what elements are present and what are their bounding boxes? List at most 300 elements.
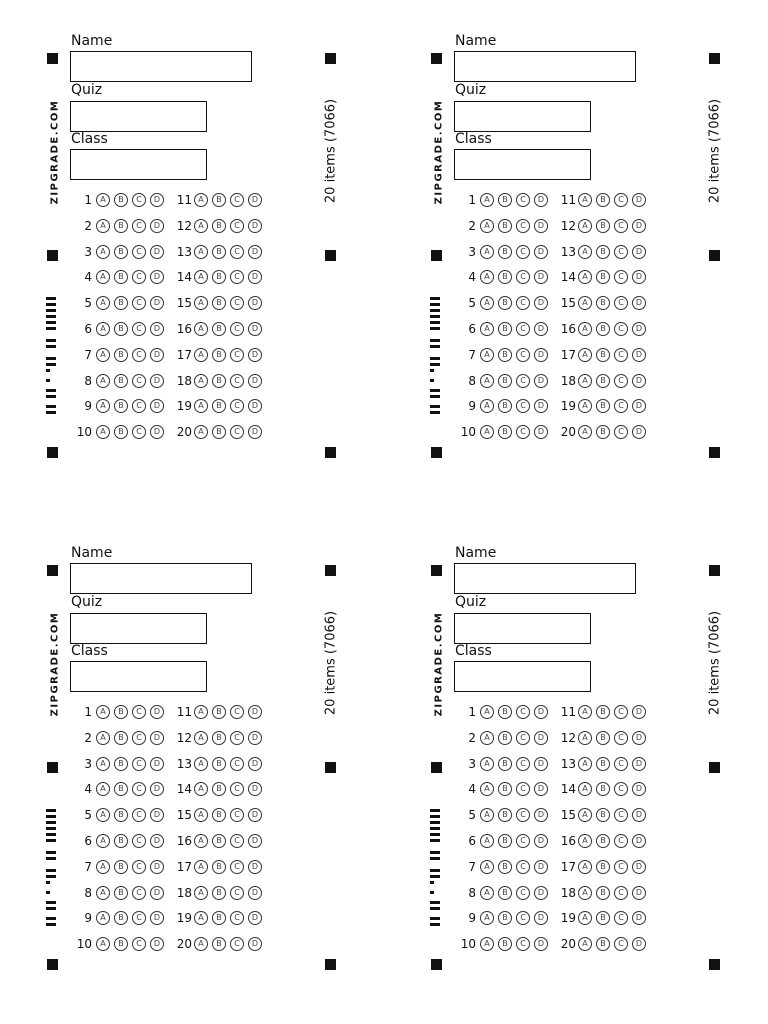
answer-bubble[interactable]: B [596, 911, 610, 925]
answer-bubble[interactable]: A [194, 911, 208, 925]
answer-bubble[interactable]: B [596, 808, 610, 822]
answer-bubble[interactable]: C [132, 245, 146, 259]
name-field[interactable] [454, 51, 636, 82]
answer-bubble[interactable]: C [614, 296, 628, 310]
answer-bubble[interactable]: A [480, 425, 494, 439]
answer-bubble[interactable]: B [498, 374, 512, 388]
answer-bubble[interactable]: C [230, 834, 244, 848]
answer-bubble[interactable]: C [132, 808, 146, 822]
answer-bubble[interactable]: C [614, 245, 628, 259]
answer-bubble[interactable]: C [230, 911, 244, 925]
answer-bubble[interactable]: B [114, 911, 128, 925]
answer-bubble[interactable]: A [480, 270, 494, 284]
answer-bubble[interactable]: B [114, 245, 128, 259]
answer-bubble[interactable]: C [132, 886, 146, 900]
answer-bubble[interactable]: B [114, 374, 128, 388]
answer-bubble[interactable]: A [194, 348, 208, 362]
answer-bubble[interactable]: A [96, 399, 110, 413]
answer-bubble[interactable]: B [114, 782, 128, 796]
answer-bubble[interactable]: D [534, 193, 548, 207]
answer-bubble[interactable]: C [230, 705, 244, 719]
answer-bubble[interactable]: D [248, 296, 262, 310]
answer-bubble[interactable]: D [534, 808, 548, 822]
answer-bubble[interactable]: C [516, 834, 530, 848]
answer-bubble[interactable]: B [596, 860, 610, 874]
answer-bubble[interactable]: C [132, 834, 146, 848]
answer-bubble[interactable]: D [632, 270, 646, 284]
answer-bubble[interactable]: A [194, 425, 208, 439]
answer-bubble[interactable]: B [498, 348, 512, 362]
answer-bubble[interactable]: D [150, 937, 164, 951]
class-field[interactable] [454, 149, 591, 180]
answer-bubble[interactable]: C [614, 270, 628, 284]
answer-bubble[interactable]: D [150, 348, 164, 362]
answer-bubble[interactable]: D [150, 782, 164, 796]
answer-bubble[interactable]: C [614, 886, 628, 900]
answer-bubble[interactable]: B [114, 937, 128, 951]
answer-bubble[interactable]: A [194, 782, 208, 796]
answer-bubble[interactable]: D [248, 399, 262, 413]
answer-bubble[interactable]: A [194, 834, 208, 848]
answer-bubble[interactable]: A [194, 731, 208, 745]
answer-bubble[interactable]: C [132, 374, 146, 388]
answer-bubble[interactable]: D [632, 886, 646, 900]
answer-bubble[interactable]: D [534, 322, 548, 336]
answer-bubble[interactable]: A [578, 245, 592, 259]
answer-bubble[interactable]: B [114, 348, 128, 362]
answer-bubble[interactable]: B [596, 834, 610, 848]
answer-bubble[interactable]: C [614, 193, 628, 207]
answer-bubble[interactable]: D [248, 219, 262, 233]
answer-bubble[interactable]: B [498, 322, 512, 336]
answer-bubble[interactable]: D [150, 834, 164, 848]
answer-bubble[interactable]: B [114, 425, 128, 439]
quiz-field[interactable] [70, 613, 207, 644]
answer-bubble[interactable]: A [480, 705, 494, 719]
answer-bubble[interactable]: B [114, 296, 128, 310]
answer-bubble[interactable]: A [578, 270, 592, 284]
answer-bubble[interactable]: B [114, 705, 128, 719]
answer-bubble[interactable]: C [614, 348, 628, 362]
answer-bubble[interactable]: D [534, 425, 548, 439]
answer-bubble[interactable]: B [212, 860, 226, 874]
answer-bubble[interactable]: B [212, 705, 226, 719]
answer-bubble[interactable]: B [212, 731, 226, 745]
answer-bubble[interactable]: C [516, 399, 530, 413]
answer-bubble[interactable]: A [578, 399, 592, 413]
answer-bubble[interactable]: A [480, 860, 494, 874]
answer-bubble[interactable]: B [498, 731, 512, 745]
answer-bubble[interactable]: B [114, 270, 128, 284]
answer-bubble[interactable]: C [516, 322, 530, 336]
answer-bubble[interactable]: C [132, 296, 146, 310]
answer-bubble[interactable]: D [150, 911, 164, 925]
answer-bubble[interactable]: B [212, 425, 226, 439]
answer-bubble[interactable]: D [150, 808, 164, 822]
answer-bubble[interactable]: A [194, 886, 208, 900]
answer-bubble[interactable]: C [614, 705, 628, 719]
answer-bubble[interactable]: C [230, 348, 244, 362]
answer-bubble[interactable]: C [132, 860, 146, 874]
answer-bubble[interactable]: D [632, 911, 646, 925]
answer-bubble[interactable]: D [534, 245, 548, 259]
answer-bubble[interactable]: A [194, 705, 208, 719]
answer-bubble[interactable]: C [230, 219, 244, 233]
answer-bubble[interactable]: B [212, 911, 226, 925]
answer-bubble[interactable]: A [96, 374, 110, 388]
answer-bubble[interactable]: B [498, 808, 512, 822]
answer-bubble[interactable]: D [150, 886, 164, 900]
answer-bubble[interactable]: B [596, 782, 610, 796]
answer-bubble[interactable]: A [96, 425, 110, 439]
answer-bubble[interactable]: D [534, 705, 548, 719]
answer-bubble[interactable]: A [96, 348, 110, 362]
answer-bubble[interactable]: C [614, 937, 628, 951]
answer-bubble[interactable]: C [230, 322, 244, 336]
answer-bubble[interactable]: D [248, 270, 262, 284]
answer-bubble[interactable]: C [132, 937, 146, 951]
answer-bubble[interactable]: B [596, 245, 610, 259]
answer-bubble[interactable]: B [498, 705, 512, 719]
answer-bubble[interactable]: D [150, 705, 164, 719]
answer-bubble[interactable]: D [248, 757, 262, 771]
answer-bubble[interactable]: A [194, 245, 208, 259]
answer-bubble[interactable]: A [578, 219, 592, 233]
answer-bubble[interactable]: C [230, 296, 244, 310]
answer-bubble[interactable]: A [194, 296, 208, 310]
answer-bubble[interactable]: B [596, 731, 610, 745]
answer-bubble[interactable]: A [194, 757, 208, 771]
answer-bubble[interactable]: C [230, 808, 244, 822]
answer-bubble[interactable]: D [632, 705, 646, 719]
answer-bubble[interactable]: D [150, 731, 164, 745]
answer-bubble[interactable]: C [132, 782, 146, 796]
answer-bubble[interactable]: D [150, 374, 164, 388]
answer-bubble[interactable]: C [516, 860, 530, 874]
answer-bubble[interactable]: D [248, 348, 262, 362]
answer-bubble[interactable]: B [212, 219, 226, 233]
answer-bubble[interactable]: C [516, 270, 530, 284]
name-field[interactable] [70, 563, 252, 594]
answer-bubble[interactable]: D [150, 322, 164, 336]
answer-bubble[interactable]: B [498, 937, 512, 951]
answer-bubble[interactable]: B [114, 399, 128, 413]
answer-bubble[interactable]: D [150, 860, 164, 874]
answer-bubble[interactable]: D [150, 193, 164, 207]
answer-bubble[interactable]: A [194, 322, 208, 336]
answer-bubble[interactable]: D [632, 937, 646, 951]
answer-bubble[interactable]: A [578, 834, 592, 848]
answer-bubble[interactable]: C [614, 219, 628, 233]
answer-bubble[interactable]: D [632, 245, 646, 259]
answer-bubble[interactable]: C [516, 937, 530, 951]
answer-bubble[interactable]: A [96, 270, 110, 284]
answer-bubble[interactable]: B [114, 834, 128, 848]
answer-bubble[interactable]: A [578, 757, 592, 771]
answer-bubble[interactable]: D [150, 270, 164, 284]
answer-bubble[interactable]: A [480, 219, 494, 233]
answer-bubble[interactable]: C [132, 322, 146, 336]
answer-bubble[interactable]: B [212, 374, 226, 388]
answer-bubble[interactable]: A [96, 193, 110, 207]
answer-bubble[interactable]: C [614, 834, 628, 848]
answer-bubble[interactable]: A [96, 808, 110, 822]
quiz-field[interactable] [70, 101, 207, 132]
answer-bubble[interactable]: C [132, 270, 146, 284]
answer-bubble[interactable]: C [516, 705, 530, 719]
answer-bubble[interactable]: C [516, 782, 530, 796]
answer-bubble[interactable]: C [132, 757, 146, 771]
answer-bubble[interactable]: B [596, 399, 610, 413]
answer-bubble[interactable]: D [632, 757, 646, 771]
answer-bubble[interactable]: B [596, 886, 610, 900]
class-field[interactable] [70, 661, 207, 692]
answer-bubble[interactable]: C [516, 245, 530, 259]
answer-bubble[interactable]: D [632, 348, 646, 362]
answer-bubble[interactable]: B [596, 296, 610, 310]
answer-bubble[interactable]: D [534, 757, 548, 771]
answer-bubble[interactable]: A [480, 782, 494, 796]
answer-bubble[interactable]: D [248, 322, 262, 336]
answer-bubble[interactable]: B [498, 193, 512, 207]
answer-bubble[interactable]: A [578, 193, 592, 207]
answer-bubble[interactable]: D [534, 270, 548, 284]
answer-bubble[interactable]: B [498, 757, 512, 771]
answer-bubble[interactable]: C [614, 808, 628, 822]
answer-bubble[interactable]: B [212, 245, 226, 259]
answer-bubble[interactable]: B [596, 348, 610, 362]
answer-bubble[interactable]: D [534, 834, 548, 848]
answer-bubble[interactable]: A [194, 193, 208, 207]
answer-bubble[interactable]: A [96, 860, 110, 874]
answer-bubble[interactable]: D [534, 731, 548, 745]
answer-bubble[interactable]: C [132, 731, 146, 745]
answer-bubble[interactable]: D [632, 296, 646, 310]
answer-bubble[interactable]: B [596, 374, 610, 388]
answer-bubble[interactable]: D [534, 937, 548, 951]
answer-bubble[interactable]: B [212, 757, 226, 771]
answer-bubble[interactable]: A [480, 731, 494, 745]
answer-bubble[interactable]: D [534, 782, 548, 796]
answer-bubble[interactable]: D [534, 296, 548, 310]
answer-bubble[interactable]: A [96, 911, 110, 925]
answer-bubble[interactable]: A [480, 245, 494, 259]
answer-bubble[interactable]: D [534, 348, 548, 362]
answer-bubble[interactable]: A [578, 425, 592, 439]
answer-bubble[interactable]: C [230, 860, 244, 874]
answer-bubble[interactable]: B [212, 808, 226, 822]
answer-bubble[interactable]: C [614, 399, 628, 413]
answer-bubble[interactable]: B [596, 322, 610, 336]
answer-bubble[interactable]: A [96, 245, 110, 259]
answer-bubble[interactable]: D [632, 399, 646, 413]
answer-bubble[interactable]: B [212, 322, 226, 336]
answer-bubble[interactable]: D [150, 757, 164, 771]
answer-bubble[interactable]: C [230, 270, 244, 284]
answer-bubble[interactable]: C [230, 782, 244, 796]
answer-bubble[interactable]: D [632, 219, 646, 233]
answer-bubble[interactable]: C [230, 937, 244, 951]
answer-bubble[interactable]: B [114, 193, 128, 207]
answer-bubble[interactable]: C [516, 374, 530, 388]
answer-bubble[interactable]: D [150, 296, 164, 310]
answer-bubble[interactable]: C [516, 911, 530, 925]
answer-bubble[interactable]: C [516, 757, 530, 771]
answer-bubble[interactable]: B [498, 860, 512, 874]
answer-bubble[interactable]: A [194, 399, 208, 413]
answer-bubble[interactable]: B [498, 911, 512, 925]
answer-bubble[interactable]: D [632, 374, 646, 388]
answer-bubble[interactable]: C [132, 219, 146, 233]
answer-bubble[interactable]: D [248, 374, 262, 388]
answer-bubble[interactable]: C [614, 374, 628, 388]
name-field[interactable] [454, 563, 636, 594]
answer-bubble[interactable]: D [534, 374, 548, 388]
answer-bubble[interactable]: B [596, 425, 610, 439]
answer-bubble[interactable]: A [96, 782, 110, 796]
answer-bubble[interactable]: A [578, 782, 592, 796]
name-field[interactable] [70, 51, 252, 82]
answer-bubble[interactable]: A [578, 731, 592, 745]
answer-bubble[interactable]: B [212, 937, 226, 951]
answer-bubble[interactable]: D [150, 399, 164, 413]
answer-bubble[interactable]: D [632, 782, 646, 796]
answer-bubble[interactable]: C [516, 348, 530, 362]
answer-bubble[interactable]: A [194, 937, 208, 951]
answer-bubble[interactable]: D [248, 193, 262, 207]
answer-bubble[interactable]: D [248, 808, 262, 822]
answer-bubble[interactable]: C [614, 782, 628, 796]
answer-bubble[interactable]: D [632, 322, 646, 336]
answer-bubble[interactable]: D [248, 911, 262, 925]
answer-bubble[interactable]: C [516, 808, 530, 822]
answer-bubble[interactable]: B [498, 399, 512, 413]
answer-bubble[interactable]: A [96, 937, 110, 951]
answer-bubble[interactable]: B [212, 399, 226, 413]
answer-bubble[interactable]: A [480, 399, 494, 413]
answer-bubble[interactable]: A [578, 911, 592, 925]
answer-bubble[interactable]: A [578, 322, 592, 336]
answer-bubble[interactable]: D [632, 860, 646, 874]
answer-bubble[interactable]: C [230, 425, 244, 439]
answer-bubble[interactable]: B [596, 757, 610, 771]
answer-bubble[interactable]: B [212, 782, 226, 796]
quiz-field[interactable] [454, 101, 591, 132]
answer-bubble[interactable]: C [230, 886, 244, 900]
answer-bubble[interactable]: B [212, 296, 226, 310]
answer-bubble[interactable]: C [516, 219, 530, 233]
answer-bubble[interactable]: A [578, 937, 592, 951]
answer-bubble[interactable]: A [480, 322, 494, 336]
class-field[interactable] [454, 661, 591, 692]
answer-bubble[interactable]: A [578, 808, 592, 822]
answer-bubble[interactable]: A [96, 296, 110, 310]
answer-bubble[interactable]: B [114, 757, 128, 771]
answer-bubble[interactable]: B [114, 219, 128, 233]
answer-bubble[interactable]: A [194, 374, 208, 388]
answer-bubble[interactable]: B [212, 886, 226, 900]
answer-bubble[interactable]: A [578, 374, 592, 388]
answer-bubble[interactable]: D [632, 834, 646, 848]
answer-bubble[interactable]: D [248, 245, 262, 259]
answer-bubble[interactable]: A [480, 348, 494, 362]
answer-bubble[interactable]: B [498, 270, 512, 284]
answer-bubble[interactable]: A [96, 757, 110, 771]
answer-bubble[interactable]: A [480, 886, 494, 900]
answer-bubble[interactable]: D [534, 219, 548, 233]
answer-bubble[interactable]: A [194, 860, 208, 874]
answer-bubble[interactable]: C [614, 911, 628, 925]
answer-bubble[interactable]: C [132, 193, 146, 207]
answer-bubble[interactable]: D [248, 705, 262, 719]
answer-bubble[interactable]: A [480, 937, 494, 951]
answer-bubble[interactable]: C [132, 425, 146, 439]
answer-bubble[interactable]: A [96, 731, 110, 745]
answer-bubble[interactable]: A [578, 886, 592, 900]
answer-bubble[interactable]: A [480, 911, 494, 925]
answer-bubble[interactable]: C [230, 245, 244, 259]
answer-bubble[interactable]: D [248, 731, 262, 745]
answer-bubble[interactable]: B [114, 808, 128, 822]
answer-bubble[interactable]: A [480, 296, 494, 310]
answer-bubble[interactable]: D [632, 731, 646, 745]
answer-bubble[interactable]: A [578, 860, 592, 874]
answer-bubble[interactable]: D [248, 425, 262, 439]
answer-bubble[interactable]: A [480, 757, 494, 771]
answer-bubble[interactable]: B [114, 322, 128, 336]
answer-bubble[interactable]: C [230, 731, 244, 745]
answer-bubble[interactable]: A [96, 322, 110, 336]
answer-bubble[interactable]: D [248, 937, 262, 951]
answer-bubble[interactable]: D [150, 219, 164, 233]
answer-bubble[interactable]: B [596, 705, 610, 719]
answer-bubble[interactable]: D [632, 808, 646, 822]
answer-bubble[interactable]: C [614, 731, 628, 745]
answer-bubble[interactable]: C [516, 193, 530, 207]
answer-bubble[interactable]: B [114, 731, 128, 745]
answer-bubble[interactable]: C [614, 757, 628, 771]
answer-bubble[interactable]: C [132, 399, 146, 413]
answer-bubble[interactable]: D [248, 860, 262, 874]
answer-bubble[interactable]: A [480, 193, 494, 207]
answer-bubble[interactable]: B [114, 860, 128, 874]
answer-bubble[interactable]: A [96, 834, 110, 848]
answer-bubble[interactable]: D [248, 834, 262, 848]
answer-bubble[interactable]: B [498, 782, 512, 796]
answer-bubble[interactable]: B [596, 193, 610, 207]
answer-bubble[interactable]: D [248, 886, 262, 900]
answer-bubble[interactable]: B [498, 219, 512, 233]
quiz-field[interactable] [454, 613, 591, 644]
answer-bubble[interactable]: B [498, 425, 512, 439]
answer-bubble[interactable]: B [498, 834, 512, 848]
answer-bubble[interactable]: C [230, 757, 244, 771]
answer-bubble[interactable]: B [498, 886, 512, 900]
answer-bubble[interactable]: C [230, 193, 244, 207]
answer-bubble[interactable]: A [578, 296, 592, 310]
answer-bubble[interactable]: C [230, 374, 244, 388]
answer-bubble[interactable]: D [534, 911, 548, 925]
answer-bubble[interactable]: D [150, 425, 164, 439]
answer-bubble[interactable]: C [614, 322, 628, 336]
answer-bubble[interactable]: A [480, 808, 494, 822]
answer-bubble[interactable]: B [114, 886, 128, 900]
answer-bubble[interactable]: B [212, 348, 226, 362]
answer-bubble[interactable]: A [578, 348, 592, 362]
answer-bubble[interactable]: B [212, 270, 226, 284]
answer-bubble[interactable]: C [132, 705, 146, 719]
answer-bubble[interactable]: C [230, 399, 244, 413]
